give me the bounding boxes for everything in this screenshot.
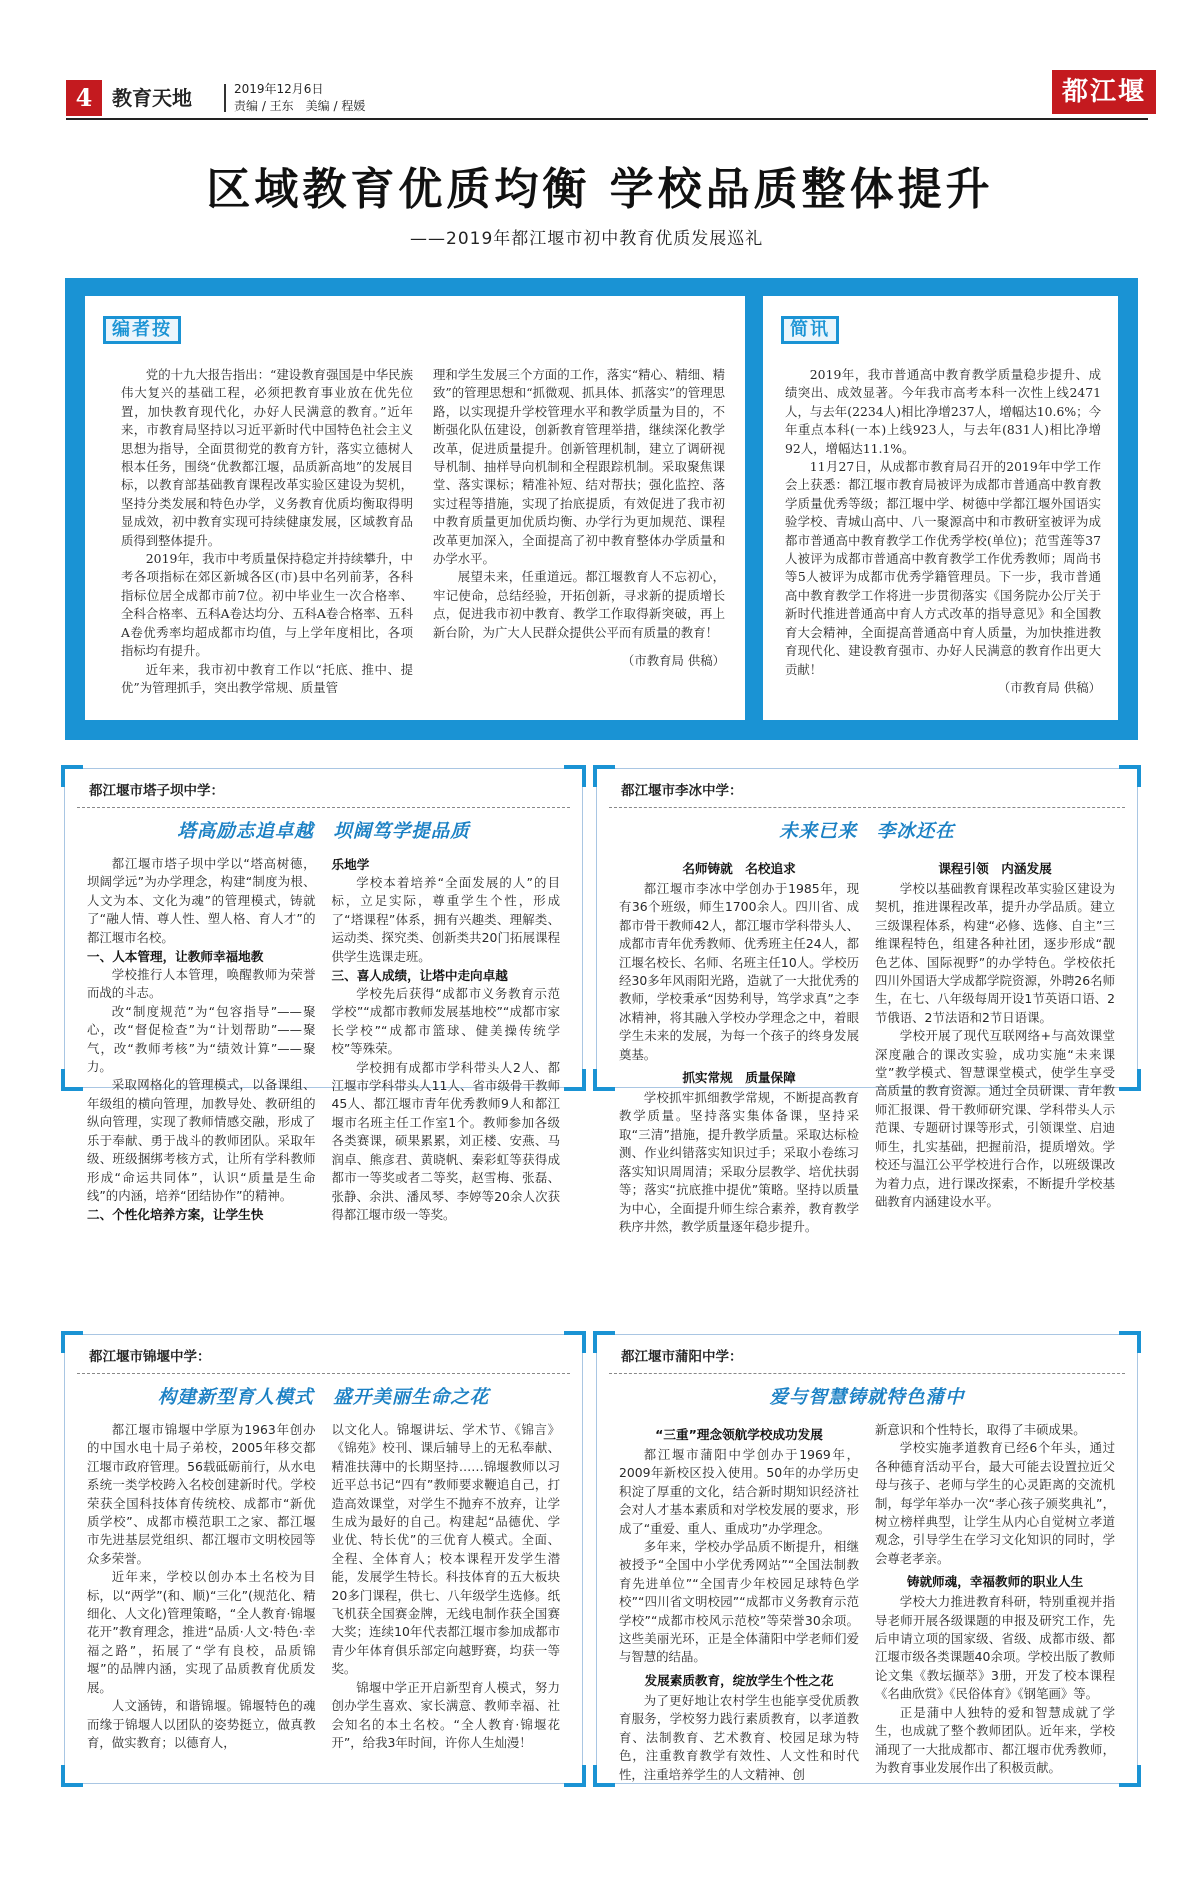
corner-bracket [61, 1069, 83, 1091]
corner-bracket [1119, 1331, 1141, 1353]
corner-bracket [593, 1765, 615, 1787]
corner-bracket [564, 1331, 586, 1353]
section-heading: 三、喜人成绩，让塔中走向卓越 [331, 968, 508, 984]
article-paragraph: 学校拥有成都市学科带头人2人、都江堰市学科带头人11人、省市级骨干教师45人、都江堰市青年优秀教师9人和都江堰市名班主任工作室1个。教师参加各级各类赛课，硕果累累，刘正楼、安燕、马润卓、熊彦君、黄晓帆、秦彩虹等获得成都市一等奖或者二等奖，赵雪梅、张磊、张静、余洪、潘凤琴、李婷等20余人次获得都江堰市级一等奖。 [331, 1059, 560, 1222]
editor-note-panel [85, 296, 745, 720]
article-column [332, 855, 561, 1224]
section-heading: 名师铸就 名校追求 [682, 861, 796, 876]
section-heading: 铸就师魂，幸福教师的职业人生 [906, 1574, 1084, 1590]
corner-bracket [564, 765, 586, 787]
corner-bracket [593, 1331, 615, 1353]
article-paragraph: 都江堰市李冰中学创办于1985年，现有36个班级，师生1700余人。四川省、成都市骨干教师42人，都江堰市学科带头人、成都市青年优秀教师、优秀班主任24人，都江堰名校长、名师、名班主任10人。学校历经30多年风雨阳光路，造就了一大批优秀的教师，学校秉承“因势利导，笃学求真”之李冰精神，将其融入学校办学理念之中，着眼学生未来的发展，为每一个孩子的终身发展奠基。 [619, 881, 859, 1062]
school-name: 都江堰市蒲阳中学： [621, 1349, 743, 1365]
article-paragraph: 改“制度规范”为“包容指导”——聚心，改“督促检查”为“计划帮助”——聚气，改“教师考核”为“绩效计算”——聚力。 [87, 1003, 316, 1075]
masthead-divider [224, 84, 226, 112]
school-card-tazi [64, 768, 583, 1223]
article-title: 塔高励志追卓越 坝阔笃学提品质 [177, 821, 470, 842]
article-paragraph: 学校大力推进教育科研，特别重视并指导老师开展各级课题的申报及研究工作，先后申请立项的国家级、省级、成都市级、都江堰市级各类课题40余项。学校出版了教师论文集《教坛撷萃》3册，开发了校本课程《名曲欣赏》《民俗体育》《钢笔画》等。 [875, 1594, 1115, 1702]
card-divider [77, 1373, 570, 1374]
article-title: 构建新型育人模式 盛开美丽生命之花 [157, 1387, 490, 1408]
corner-bracket [1119, 1069, 1141, 1091]
article-paragraph: 都江堰市蒲阳中学创办于1969年，2009年新校区投入使用。50年的办学历史积淀了厚重的文化，结合新时期知识经济社会对人才基本素质和对学校发展的要求，形成了“重爱、重人、重成功”办学理念。 [619, 1447, 859, 1536]
article-paragraph: 学校本着培养“全面发展的人”的目标，立足实际，尊重学生个性，形成了“塔课程”体系，拥有兴趣类、理解类、运动类、探究类、创新类共20门拓展课程供学生选课走班。 [331, 875, 560, 964]
editor-credits: 责编 / 王东 美编 / 程媛 [234, 99, 366, 113]
editor-note-paragraph: 党的十九大报告指出：“建设教育强国是中华民族伟大复兴的基础工程，必须把教育事业放在优先位置，加快教育现代化，办好人民满意的教育。”近年来，市教育局坚持以习近平新时代中国特色社会主义思想为指导，全面贯彻党的教育方针，落实立德树人根本任务，围绕“优教都江堰，品质新高地”的发展目标，以教育部基础教育课程改革实验区建设为契机，坚持分类发展和特色办学，义务教育优质均衡取得明显成效，初中教育实现可持续健康发展，区域教育品质得到整体提升。 [121, 367, 413, 548]
issue-date: 2019年12月6日 [234, 82, 324, 96]
news-brief-column [785, 366, 1101, 697]
article-title: 未来已来 李冰还在 [779, 821, 955, 842]
corner-bracket [61, 765, 83, 787]
article-column [87, 1421, 316, 1752]
school-name: 都江堰市塔子坝中学： [89, 783, 224, 799]
editorial-box [65, 278, 1138, 740]
school-card-libing [596, 768, 1138, 1234]
corner-bracket [1119, 765, 1141, 787]
article-paragraph: 锦堰中学正开启新型育人模式，努力创办学生喜欢、家长满意、教师幸福、社会知名的本土名校。“全人教育·锦堰花开”，给我3年时间，许你人生灿漫！ [331, 1679, 560, 1750]
article-column [875, 1421, 1115, 1784]
school-card-puyang [596, 1334, 1138, 1784]
section-name: 教育天地 [112, 86, 192, 110]
article-paragraph: 采取网格化的管理模式，以备课组、年级组的横向管理，加教导处、教研组的纵向管理，实现了教师情感交融，形成了乐于奉献、勇于战斗的教师团队。采取年级、班级捆绑考核方式，让所有学科教师形成“命运共同体”，认识“质量是生命线”的内涵，培养“团结协作”的精神。 [87, 1077, 316, 1203]
article-paragraph: 学校抓牢抓细教学常规，不断提高教育教学质量。坚持落实集体备课，坚持采取“三清”措施，提升教学质量。采取达标检测、作业纠错落实知识过手；采取小卷练习落实知识周周清；采取分层教学、培优扶弱等；落实“抗底推中提优”策略。坚持以质量为中心，全面提升师生综合素养，教育教学秩序井然，教学质量逐年稳步提升。 [619, 1090, 859, 1234]
news-brief-credit: （市教育局 供稿） [997, 679, 1101, 695]
editor-note-paragraph: 理和学生发展三个方面的工作，落实“精心、精细、精致”的管理思想和“抓微观、抓具体、抓落实”的管理思路，以实现提升学校管理水平和教学质量为目的，不断强化队伍建设，创新教育管理举措，继续深化教学改革，促进质量提升。创新管理机制，建立了调研视导机制、抽样导向机制和全程跟踪机制。采取聚焦课堂、落实课标；精准补短、结对帮扶；强化监控、落实过程等措施，实现了抬底提质，有效促进了我市初中教育质量更加优质均衡、办学行为更加规范、课程改革更加深入，全面提高了初中教育整体办学质量和办学水平。 [433, 367, 725, 567]
section-heading: 一、人本管理，让教师幸福地教 [87, 949, 264, 965]
page-number: 4 [66, 80, 102, 116]
school-name: 都江堰市锦堰中学： [89, 1349, 211, 1365]
article-title: 爱与智慧铸就特色蒲中 [769, 1387, 965, 1408]
editor-note-column-2 [433, 366, 725, 671]
article-column [332, 1421, 561, 1752]
corner-bracket [61, 1765, 83, 1787]
article-paragraph: 学校推行人本管理，唤醒教师为荣誉而战的斗志。 [87, 967, 316, 1001]
card-divider [77, 807, 570, 808]
article-paragraph: 学校实施孝道教育已经6个年头，通过各种德育活动平台，最大可能去设置拉近父母与孩子、老师与学生的心灵距离的交流机制，每学年举办一次“孝心孩子颁奖典礼”，树立榜样典型，让学生从内心自觉树立孝道观念，引导学生在学习文化知识的同时，学会尊老孝亲。 [875, 1440, 1115, 1566]
section-heading: 乐地学 [331, 857, 370, 872]
corner-bracket [564, 1069, 586, 1091]
section-heading: 抓实常规 质量保障 [682, 1070, 796, 1086]
article-paragraph: 新意识和个性特长，取得了丰硕成果。 [875, 1422, 1086, 1437]
corner-bracket [564, 1765, 586, 1787]
news-brief-paragraph: 2019年，我市普通高中教育教学质量稳步提升、成绩突出、成效显著。今年我市高考本科一次性上线2471人，与去年(2234人)相比净增237人，增幅达10.6%；今年重点本科(一本)上线923人，与去年(831人)相比净增92人，增幅达11.1%。 [785, 367, 1101, 456]
corner-bracket [61, 1331, 83, 1353]
news-brief-paragraph: 11月27日，从成都市教育局召开的2019年中学工作会上获悉：都江堰市教育局被评为成都市普通高中教育教学质量优秀等级；都江堰中学、树德中学都江堰外国语实验学校、青城山高中、八一聚源高中和市教研室被评为成都市普通高中教育教学工作优秀学校(单位)；范雪莲等37人被评为成都市普通高中教育教学工作优秀教师；周尚书等5人被评为成都市优秀学籍管理员。下一步，我市普通高中教育教学工作将进一步贯彻落实《国务院办公厅关于新时代推进普通高中育人方式改革的指导意见》和全国教育大会精神，全面提高普通高中育人质量，为加快推进教育现代化、建设教育强市、办好人民满意的教育作出更大贡献！ [785, 459, 1101, 677]
article-column [87, 855, 316, 1224]
article-column [875, 855, 1115, 1236]
editor-note-paragraph: 2019年，我市中考质量保持稳定并持续攀升，中考各项指标在郊区新城各区(市)县中名列前茅，各科指标位居全成都市前7位。初中毕业生一次合格率、全科合格率、五科A卷达均分、五科A卷合格率、五科A卷优秀率均超成都市均值，与上学年度相比，各项指标均有提升。 [121, 551, 413, 659]
section-heading: 课程引领 内涵发展 [938, 861, 1052, 876]
article-paragraph: 学校以基础教育课程改革实验区建设为契机，推进课程改革，提升办学品质。建立三级课程体系，构建“必修、选修、自主”三维课程特色，组建各种社团，逐步形成“靓色艺体、国际视野”的办学特色。学校依托四川外国语大学成都学院资源，外聘26名师生，在七、八年级每周开设1节英语口语、2节俄语、2节法语和2节日语课。 [875, 881, 1115, 1025]
corner-bracket [593, 1069, 615, 1091]
article-paragraph: 学校先后获得“成都市义务教育示范学校”“成都市教师发展基地校”“成都市家长学校”“成都市篮球、健美操传统学校”等殊荣。 [331, 986, 560, 1057]
masthead-rule [66, 118, 1148, 120]
article-paragraph: 都江堰市塔子坝中学以“塔高树德，坝阔学远”为办学理念，构建“制度为根、人文为本、文化为魂”的管理模式，铸就了“融人情、尊人性、塑人格、育人才”的都江堰市名校。 [87, 856, 316, 945]
corner-bracket [593, 765, 615, 787]
card-divider [609, 807, 1125, 808]
article-paragraph: 正是蒲中人独特的爱和智慧成就了学生，也成就了整个教师团队。近年来，学校涌现了一大批成都市、都江堰市优秀教师，为教育事业发展作出了积极贡献。 [875, 1704, 1115, 1775]
editor-note-column-1 [121, 366, 413, 697]
section-heading: “三重”理念领航学校成功发展 [655, 1427, 823, 1442]
editor-note-tag: 编者按 [103, 316, 181, 344]
section-heading: 二、个性化培养方案，让学生快 [87, 1207, 264, 1223]
article-paragraph: 近年来，学校以创办本土名校为目标，以“两学”(和、顺)“三化”(规范化、精细化、人文化)管理策略，“全人教育·锦堰花开”教育理念，推进“品质·人文·特色·幸福之路”，拓展了“学有良校，品质锦堰”的品牌内涵，实现了品质教育优质发展。 [87, 1569, 316, 1695]
news-brief-panel [763, 296, 1118, 720]
page-subheadline: ——2019年都江堰市初中教育优质发展巡礼 [410, 229, 764, 249]
page-headline: 区域教育优质均衡 学校品质整体提升 [206, 164, 994, 215]
corner-bracket [1119, 1765, 1141, 1787]
newspaper-logo: 都江堰报 [1052, 70, 1156, 114]
article-column [619, 1421, 859, 1784]
article-paragraph: 人文涵铸，和谐锦堰。锦堰特色的魂而缘于锦堰人以团队的姿势挺立，做真教育，做实教育；以德育人， [87, 1698, 316, 1750]
section-heading: 发展素质教育，绽放学生个性之花 [644, 1672, 834, 1688]
article-paragraph: 以文化人。锦堰讲坛、学术节、《锦言》《锦苑》校刊、课后辅导上的无私奉献、精准扶薄中的长期坚持……锦堰教师以习近平总书记“四有”教师要求鞭追自己，打造高效课堂，对学生不抛弃不放弃，让学生成为最好的自己。构建起“品德优、学业优、特长优”的三优育人模式。全面、全程、全体育人；校本课程开发学生潜能，发展学生特长。科技体育的五大板块20多门课程，供七、八年级学生选修。纸飞机获全国赛金牌，无线电制作获全国赛大奖；连续10年代表都江堰市参加成都市青少年体育俱乐部定向越野赛，均获一等奖。 [331, 1422, 560, 1677]
school-name: 都江堰市李冰中学： [621, 783, 743, 799]
article-paragraph: 都江堰市锦堰中学原为1963年创办的中国水电十局子弟校，2005年移交都江堰市政府管理。56载砥砺前行，从水电系统一类学校跨入名校创建新时代。学校荣获全国科技体育传统校、成都市“新优质学校”、成都市模范职工之家、都江堰市先进基层党组织、都江堰市文明校园等众多荣誉。 [87, 1422, 316, 1566]
article-paragraph: 为了更好地让农村学生也能享受优质教育服务，学校努力践行素质教育，以孝道教育、法制教育、艺术教育、校园足球为特色，注重教育教学有效性、人文性和时代性，注重培养学生的人文精神、创 [619, 1692, 859, 1782]
editor-note-paragraph: 展望未来，任重道远。都江堰教育人不忘初心，牢记使命，总结经验，开拓创新，寻求新的提质增长点，促进我市初中教育、教学工作取得新突破，再上新台阶，为广大人民群众提供公平而有质量的教育！ [433, 569, 725, 640]
article-paragraph: 学校开展了现代互联网络+与高效课堂深度融合的课改实验，成功实施“未来课堂”教学模式、智慧课堂模式，使学生享受高质量的教育资源。通过全员研课、青年教师汇报课、骨干教师研究课、学科带头人示范课、专题研讨课等形式，引领课堂、启迪师生，扎实基础，把握前沿，提质增效。学校还与温江公平学校进行合作，以班级课改为着力点，进行课改探索，不断提升学校基础教育内涵建设水平。 [875, 1028, 1115, 1209]
school-card-jinyan [64, 1334, 583, 1784]
editor-note-credit: （市教育局 供稿） [621, 653, 725, 669]
article-column [619, 855, 859, 1236]
masthead [66, 77, 1148, 151]
card-divider [609, 1373, 1125, 1374]
article-paragraph: 多年来，学校办学品质不断提升，相继被授予“全国中小学优秀网站”“全国法制教育先进单位”“全国青少年校园足球特色学校”“四川省文明校园”“成都市义务教育示范学校”“成都市校风示范校”等荣誉30余项。这些美丽光环，正是全体蒲阳中学老师们爱与智慧的结晶。 [619, 1539, 859, 1665]
news-brief-tag: 简讯 [781, 316, 839, 344]
editor-note-paragraph: 近年来，我市初中教育工作以“托底、推中、提优”为管理抓手，突出教学常规、质量管 [121, 661, 413, 695]
